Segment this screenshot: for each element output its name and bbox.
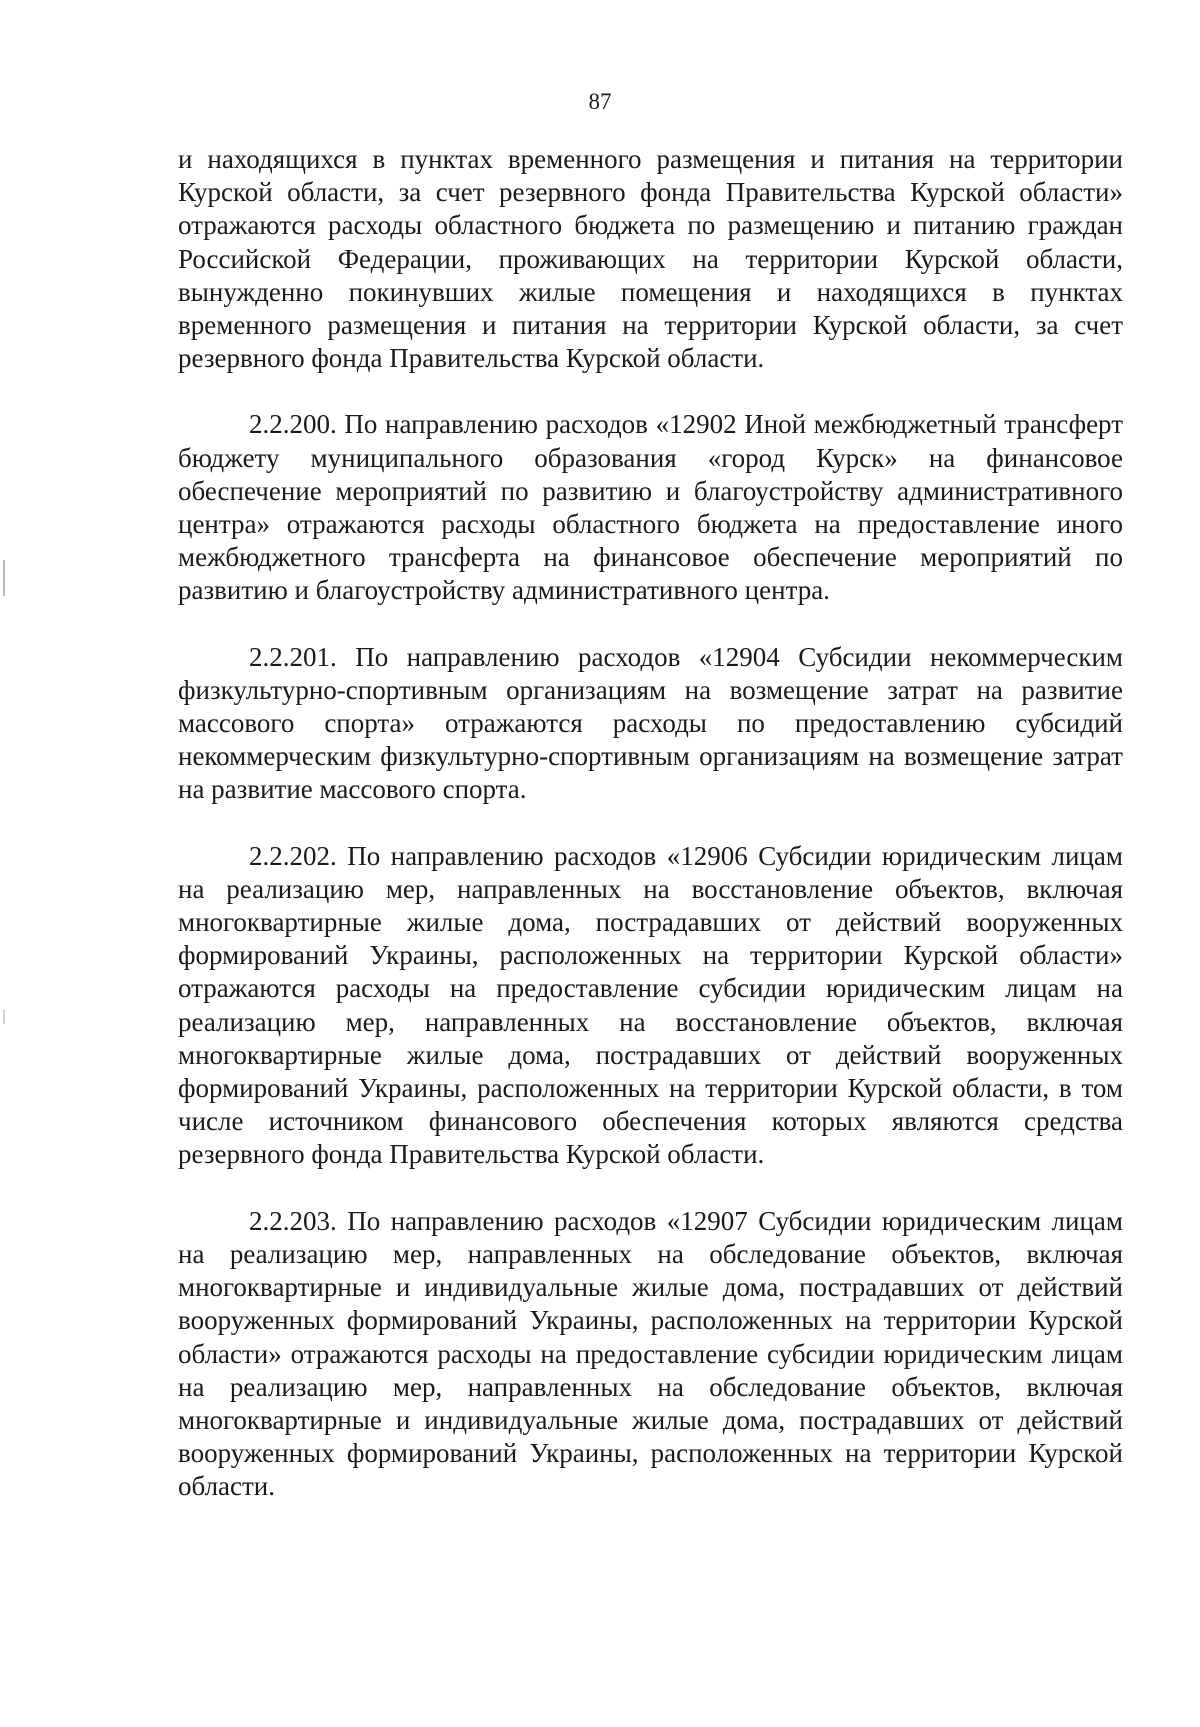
paragraph-2-2-203: 2.2.203. По направлению расходов «12907 Субсидии юридическим лицам на реализацию мер, направленных на обследование объектов, включая многоквартирные и индивидуальные жилые дома, пострадавших от действий вооруженных формирований Украины, расположенных на территории Курской области» отражаются расходы на предоставление субсидии юридическим лицам на реализацию мер, направленных на обследование объектов, включая многоквартирные и индивидуальные жилые дома, пострадавших от действий вооруженных формирований Украины, расположенных на территории Курской области. — [178, 1205, 1123, 1502]
scan-artifact — [3, 1010, 5, 1024]
page-number: 87 — [588, 89, 612, 114]
scan-artifact — [3, 560, 5, 596]
paragraph-continuation: и находящихся в пунктах временного размещения и питания на территории Курской области, за счет резервного фонда Правительства Курской области» отражаются расходы областного бюджета по размещению и питанию граждан Российской Федерации, проживающих на территории Курской области, вынужденно покинувших жилые помещения и находящихся в пунктах временного размещения и питания на территории Курской области, за счет резервного фонда Правительства Курской области. — [178, 144, 1123, 374]
document-body — [178, 143, 1123, 1504]
paragraph-2-2-200: 2.2.200. По направлению расходов «12902 Иной межбюджетный трансферт бюджету муниципального образования «город Курск» на финансовое обеспечение мероприятий по развитию и благоустройству административного центра» отражаются расходы областного бюджета на предоставление иного межбюджетного трансферта на финансовое обеспечение мероприятий по развитию и благоустройству административного центра. — [178, 409, 1123, 606]
paragraph-2-2-202: 2.2.202. По направлению расходов «12906 Субсидии юридическим лицам на реализацию мер, направленных на восстановление объектов, включая многоквартирные жилые дома, пострадавших от действий вооруженных формирований Украины, расположенных на территории Курской области» отражаются расходы на предоставление субсидии юридическим лицам на реализацию мер, направленных на восстановление объектов, включая многоквартирные жилые дома, пострадавших от действий вооруженных формирований Украины, расположенных на территории Курской области, в том числе источником финансового обеспечения которых являются средства резервного фонда Правительства Курской области. — [178, 840, 1123, 1170]
paragraph-2-2-201: 2.2.201. По направлению расходов «12904 Субсидии некоммерческим физкультурно-спортивным организациям на возмещение затрат на развитие массового спорта» отражаются расходы по предоставлению субсидий некоммерческим физкультурно-спортивным организациям на возмещение затрат на развитие массового спорта. — [178, 641, 1123, 805]
